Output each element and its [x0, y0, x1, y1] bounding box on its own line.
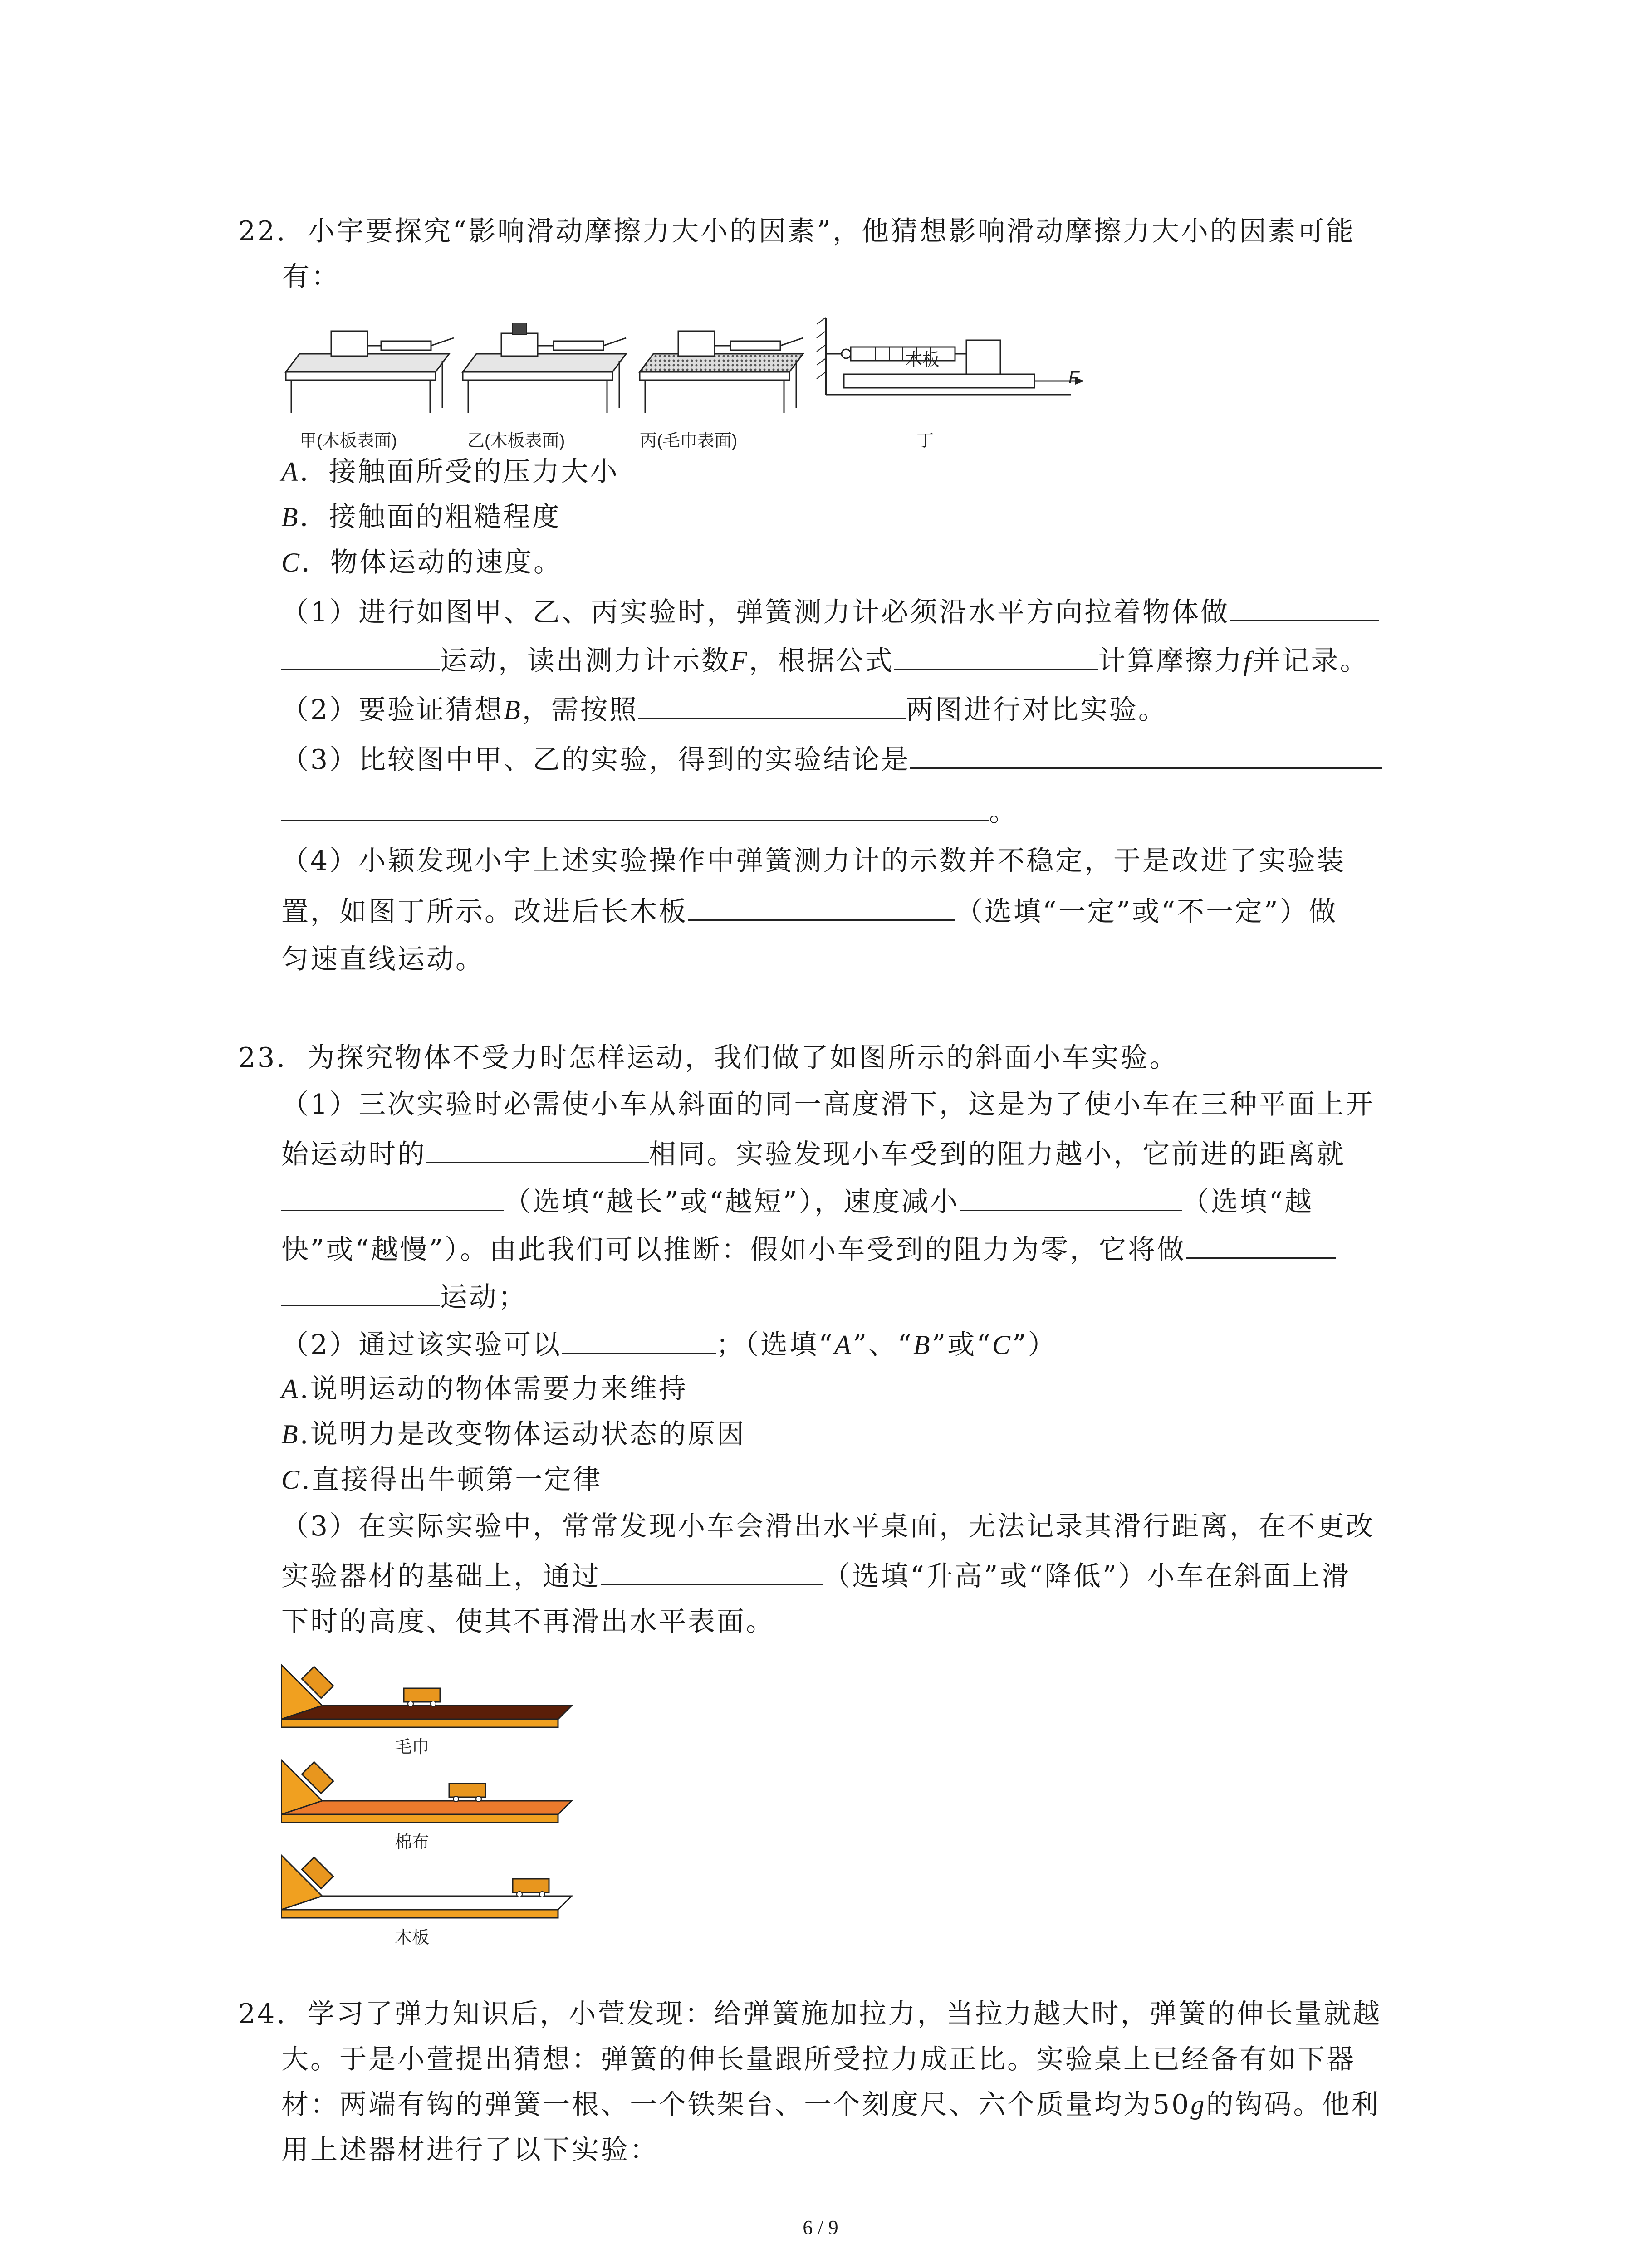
- q22-option-b: B．接触面的粗糙程度: [281, 501, 561, 533]
- caption-ding: 丁: [916, 431, 934, 450]
- q23-part1-line1: （1）三次实验时必需使小车从斜面的同一高度滑下，这是为了使小车在三种平面上开: [281, 1089, 1375, 1120]
- q23-part3-line1: （3）在实际实验中，常常发现小车会滑出水平桌面，无法记录其滑行距离，在不更改: [281, 1510, 1375, 1542]
- answer-blank[interactable]: [1230, 592, 1379, 621]
- caption-jia: 甲(木板表面): [299, 431, 397, 450]
- q23-option-a: A.说明运动的物体需要力来维持: [281, 1373, 688, 1405]
- answer-blank[interactable]: [562, 1325, 716, 1354]
- q23-option-c: C.直接得出牛顿第一定律: [281, 1464, 603, 1496]
- q23-stem: 23. 为探究物体不受力时怎样运动，我们做了如图所示的斜面小车实验。: [238, 1042, 1179, 1074]
- figure-label-board: 木板: [905, 351, 940, 370]
- q24-line4: 用上述器材进行了以下实验：: [281, 2134, 659, 2166]
- q23-ramp-figure: [281, 1660, 599, 1950]
- answer-blank[interactable]: [910, 739, 1382, 769]
- q22-part3-line1: （3）比较图中甲、乙的实验，得到的实验结论是: [281, 739, 1382, 778]
- ramp-towel: [281, 1665, 572, 1727]
- figure-ding: [817, 318, 1084, 395]
- q23-part1-line5: 运动；: [281, 1277, 527, 1315]
- answer-blank[interactable]: [960, 1182, 1182, 1211]
- q22-option-c: C．物体运动的速度。: [281, 547, 563, 578]
- caption-cotton: 棉布: [395, 1833, 430, 1852]
- q23-part3-line2: 实验器材的基础上，通过 （选填“升高”或“降低”）小车在斜面上滑: [281, 1556, 1351, 1594]
- q22-number: 22.: [238, 215, 287, 247]
- q22-option-a: A．接触面所受的压力大小: [281, 456, 619, 488]
- caption-board: 木板: [395, 1928, 430, 1947]
- caption-bing: 丙(毛巾表面): [640, 431, 738, 450]
- q23-part2: （2）通过该实验可以 ；（选填“A”、“B”或“C”）: [281, 1325, 1057, 1363]
- q22-part2: （2）要验证猜想B，需按照 两图进行对比实验。: [281, 689, 1167, 728]
- q23-option-b: B.说明力是改变物体运动状态的原因: [281, 1418, 746, 1450]
- q23-part1-line4: 快”或“越慢”）。由此我们可以推断：假如小车受到的阻力为零，它将做: [281, 1229, 1336, 1268]
- answer-blank[interactable]: [601, 1556, 823, 1585]
- q22-part1-line1: （1）进行如图甲、乙、丙实验时，弹簧测力计必须沿水平方向拉着物体做: [281, 592, 1379, 631]
- q22-part1-line2: 运动，读出测力计示数F，根据公式 计算摩擦力f并记录。: [281, 640, 1369, 679]
- answer-blank[interactable]: [281, 792, 989, 821]
- q24-number: 24.: [238, 1998, 287, 2030]
- q24-line1: 24. 学习了弹力知识后，小萱发现：给弹簧施加拉力，当拉力越大时，弹簧的伸长量就越: [238, 1998, 1382, 2030]
- q23-number: 23.: [238, 1042, 287, 1074]
- figure-jia: [286, 331, 454, 413]
- q23-part3-line3: 下时的高度、使其不再滑出水平表面。: [281, 1606, 775, 1637]
- figure-bing: [640, 331, 803, 413]
- ramp-cotton: [281, 1760, 572, 1823]
- answer-blank[interactable]: [426, 1134, 649, 1163]
- figure-label-force: F: [1068, 368, 1079, 387]
- figure-yi: [463, 323, 626, 413]
- answer-blank[interactable]: [281, 1277, 440, 1306]
- caption-yi: 乙(木板表面): [467, 431, 565, 450]
- q23-part1-line2: 始运动时的 相同。实验发现小车受到的阻力越小，它前进的距离就: [281, 1134, 1346, 1173]
- caption-towel: 毛巾: [395, 1738, 430, 1757]
- answer-blank[interactable]: [281, 1182, 504, 1211]
- q22-stem-line2: 有：: [282, 261, 340, 293]
- q22-part3-line2: 。: [281, 792, 1018, 830]
- answer-blank[interactable]: [688, 891, 955, 921]
- q22-stem-line1: 22. 小宇要探究“影响滑动摩擦力大小的因素”，他猜想影响滑动摩擦力大小的因素可能: [238, 215, 1355, 247]
- answer-blank[interactable]: [894, 640, 1098, 670]
- q23-part1-line3: （选填“越长”或“越短”），速度减小 （选填“越: [281, 1182, 1313, 1220]
- q24-line2: 大。于是小萱提出猜想：弹簧的伸长量跟所受拉力成正比。实验桌上已经备有如下器: [281, 2043, 1356, 2075]
- q22-part4-line3: 匀速直线运动。: [281, 943, 485, 975]
- q24-line3: 材：两端有钩的弹簧一根、一个铁架台、一个刻度尺、六个质量均为50g的钩码。他利: [281, 2089, 1381, 2121]
- q22-part4-line1: （4）小颖发现小宇上述实验操作中弹簧测力计的示数并不稳定，于是改进了实验装: [281, 845, 1346, 877]
- answer-blank[interactable]: [638, 689, 906, 719]
- page-number: 6 / 9: [803, 2216, 838, 2239]
- q22-part4-line2: 置，如图丁所示。改进后长木板 （选填“一定”或“不一定”）做: [281, 891, 1338, 930]
- ramp-board: [281, 1855, 572, 1918]
- answer-blank[interactable]: [1186, 1229, 1336, 1259]
- answer-blank[interactable]: [281, 640, 440, 670]
